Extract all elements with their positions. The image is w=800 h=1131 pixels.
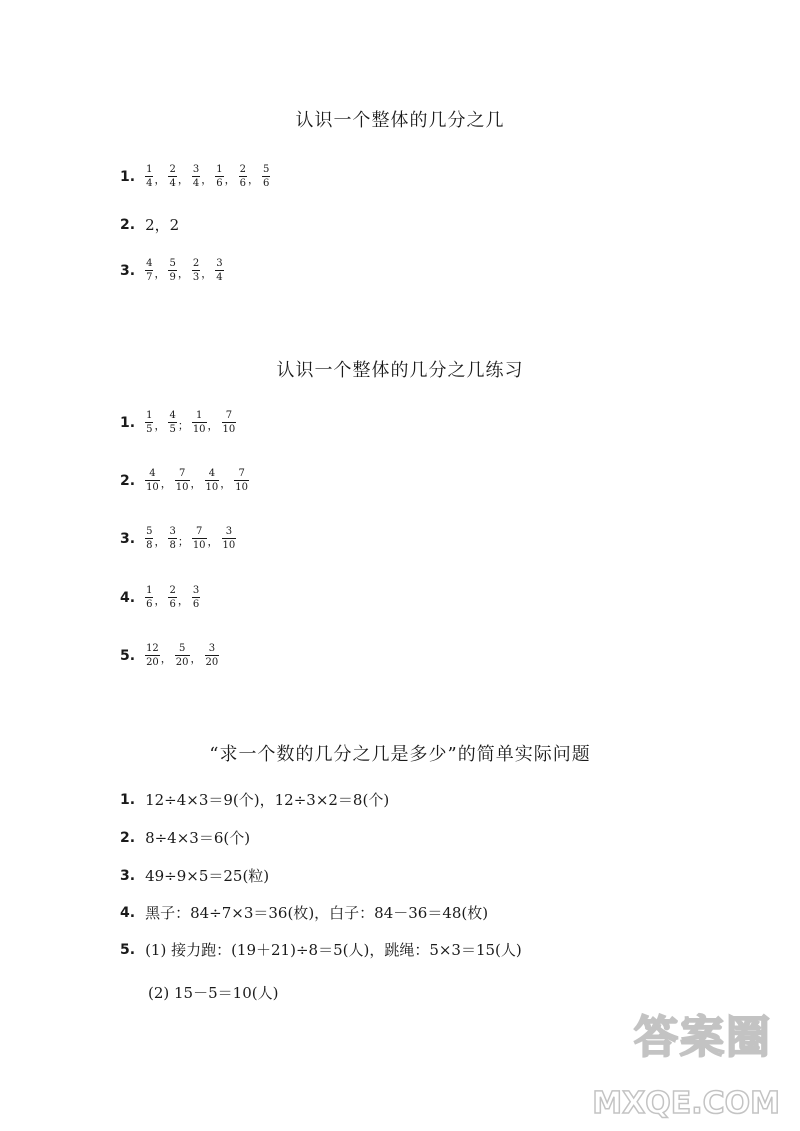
fraction-denominator: 6 [262,178,270,189]
answer-item [120,865,269,886]
fraction-numerator: 1 [146,410,153,421]
fraction-denominator: 10 [192,424,206,435]
fraction [205,643,220,668]
item-number: 5. [120,647,136,664]
item-answer-text: 12÷4×3＝9(个)，12÷3×2＝8(个) [145,791,390,809]
fraction [192,258,200,283]
fraction-denominator: 5 [169,424,176,435]
separator: ， [154,535,166,548]
fraction [234,468,249,493]
separator: ， [160,477,172,490]
fraction-numerator: 5 [169,258,176,269]
separator: ， [247,173,259,186]
fraction [175,643,190,668]
fraction-denominator: 4 [169,178,176,189]
fraction [168,164,176,189]
separator: ， [154,419,166,432]
fraction-denominator: 10 [175,482,189,493]
fraction-numerator: 5 [262,164,270,175]
fraction-denominator: 10 [235,482,248,493]
item-number: 5. [120,941,136,958]
fraction [145,526,153,551]
fraction [145,468,160,493]
fraction [215,258,223,283]
fraction [239,164,247,189]
fraction-numerator: 3 [192,585,200,596]
fraction-numerator: 5 [146,526,153,537]
fraction-denominator: 8 [169,540,176,551]
item-answer-text: 2，2 [145,216,180,234]
fraction-numerator: 2 [239,164,246,175]
item-number: 1. [120,168,136,185]
item-answer-text: 8÷4×3＝6(个) [145,829,251,847]
fraction [145,164,153,189]
item-number: 3. [120,262,136,279]
fraction [145,585,153,610]
fraction-denominator: 9 [169,272,176,283]
answer-item [120,468,249,493]
fraction-numerator: 3 [225,526,233,537]
fraction [145,258,153,283]
separator: ， [190,477,202,490]
answer-item [120,789,389,810]
fraction-denominator: 10 [222,540,236,551]
fraction [168,410,176,435]
fraction-numerator: 3 [192,164,200,175]
fraction-denominator: 6 [239,178,246,189]
fraction-denominator: 20 [146,657,159,668]
item-number: 4. [120,589,136,606]
answer-item [120,585,200,610]
watermark-bottom-text: MXQE.COM [592,1086,780,1121]
fraction-denominator: 4 [216,272,223,283]
fraction [192,526,207,551]
separator: ， [154,267,166,280]
fraction-numerator: 12 [146,643,159,654]
separator: ， [201,267,213,280]
answer-item [148,982,278,1003]
separator: ， [207,535,219,548]
answer-item [120,214,179,235]
item-number: 1. [120,414,136,431]
fraction [168,526,176,551]
fraction [175,468,190,493]
fraction-numerator: 1 [195,410,203,421]
fraction-denominator: 6 [146,599,153,610]
fraction-denominator: 3 [192,272,200,283]
separator: ， [177,173,189,186]
separator: ， [201,173,213,186]
fraction [222,526,237,551]
fraction-numerator: 1 [146,585,153,596]
fraction-denominator: 20 [205,657,219,668]
item-answer-text: (1) 接力跑：(19＋21)÷8＝5(人)，跳绳：5×3＝15(人) [145,941,522,959]
fraction-denominator: 6 [169,599,176,610]
fraction-numerator: 4 [169,410,176,421]
section-title: “求一个数的几分之几是多少”的简单实际问题 [209,744,591,765]
fraction [205,468,220,493]
item-answer-text: (2) 15－5＝10(人) [148,984,279,1002]
separator: ， [154,173,166,186]
fraction-numerator: 7 [225,410,233,421]
fraction [168,258,176,283]
fraction-numerator: 4 [149,468,156,479]
separator: ； [177,419,189,432]
answer-item [120,643,219,668]
fraction-denominator: 6 [216,178,223,189]
fraction [145,410,153,435]
item-number: 2. [120,829,136,846]
separator: ， [177,267,189,280]
answer-item [120,902,488,923]
fraction-numerator: 2 [169,585,176,596]
answer-item [120,410,236,435]
fraction [192,164,200,189]
fraction-denominator: 10 [222,424,236,435]
answer-item [120,164,270,189]
answer-item [120,827,250,848]
item-number: 3. [120,867,136,884]
item-number: 2. [120,472,136,489]
fraction-numerator: 5 [178,643,186,654]
fraction-denominator: 8 [146,540,153,551]
fraction-numerator: 1 [216,164,223,175]
fraction [192,410,207,435]
watermark-top-text: 答案圈 [634,1012,772,1063]
item-number: 3. [120,530,136,547]
separator: ； [177,535,189,548]
fraction [215,164,223,189]
item-number: 1. [120,791,136,808]
separator: ， [220,477,232,490]
watermark-logo [590,1001,780,1121]
fraction-numerator: 4 [146,258,153,269]
fraction [262,164,270,189]
fraction-denominator: 4 [146,178,153,189]
answer-item [120,939,522,960]
fraction-denominator: 4 [192,178,200,189]
answer-item [120,258,224,283]
fraction-denominator: 5 [146,424,153,435]
fraction [222,410,237,435]
answer-item [120,526,236,551]
fraction-denominator: 10 [192,540,206,551]
fraction-numerator: 3 [169,526,176,537]
fraction-numerator: 2 [169,164,176,175]
section-title: 认识一个整体的几分之几 [295,110,505,131]
fraction [192,585,200,610]
fraction-numerator: 7 [178,468,186,479]
fraction-denominator: 6 [192,599,200,610]
fraction-numerator: 7 [195,526,203,537]
fraction [168,585,176,610]
fraction [145,643,160,668]
section-title: 认识一个整体的几分之几练习 [276,360,524,381]
fraction-numerator: 3 [216,258,223,269]
separator: ， [160,652,172,665]
fraction-numerator: 1 [146,164,153,175]
fraction-numerator: 4 [208,468,216,479]
separator: ， [190,652,202,665]
fraction-denominator: 7 [146,272,153,283]
fraction-denominator: 10 [146,482,159,493]
separator: ， [177,594,189,607]
item-number: 4. [120,904,136,921]
item-number: 2. [120,216,136,233]
separator: ， [224,173,236,186]
fraction-denominator: 20 [175,657,189,668]
separator: ， [154,594,166,607]
fraction-denominator: 10 [205,482,219,493]
fraction-numerator: 7 [238,468,245,479]
fraction-numerator: 3 [208,643,216,654]
separator: ， [207,419,219,432]
fraction-numerator: 2 [192,258,200,269]
item-answer-text: 黑子：84÷7×3＝36(枚)，白子：84－36＝48(枚) [145,904,489,922]
item-answer-text: 49÷9×5＝25(粒) [145,867,270,885]
